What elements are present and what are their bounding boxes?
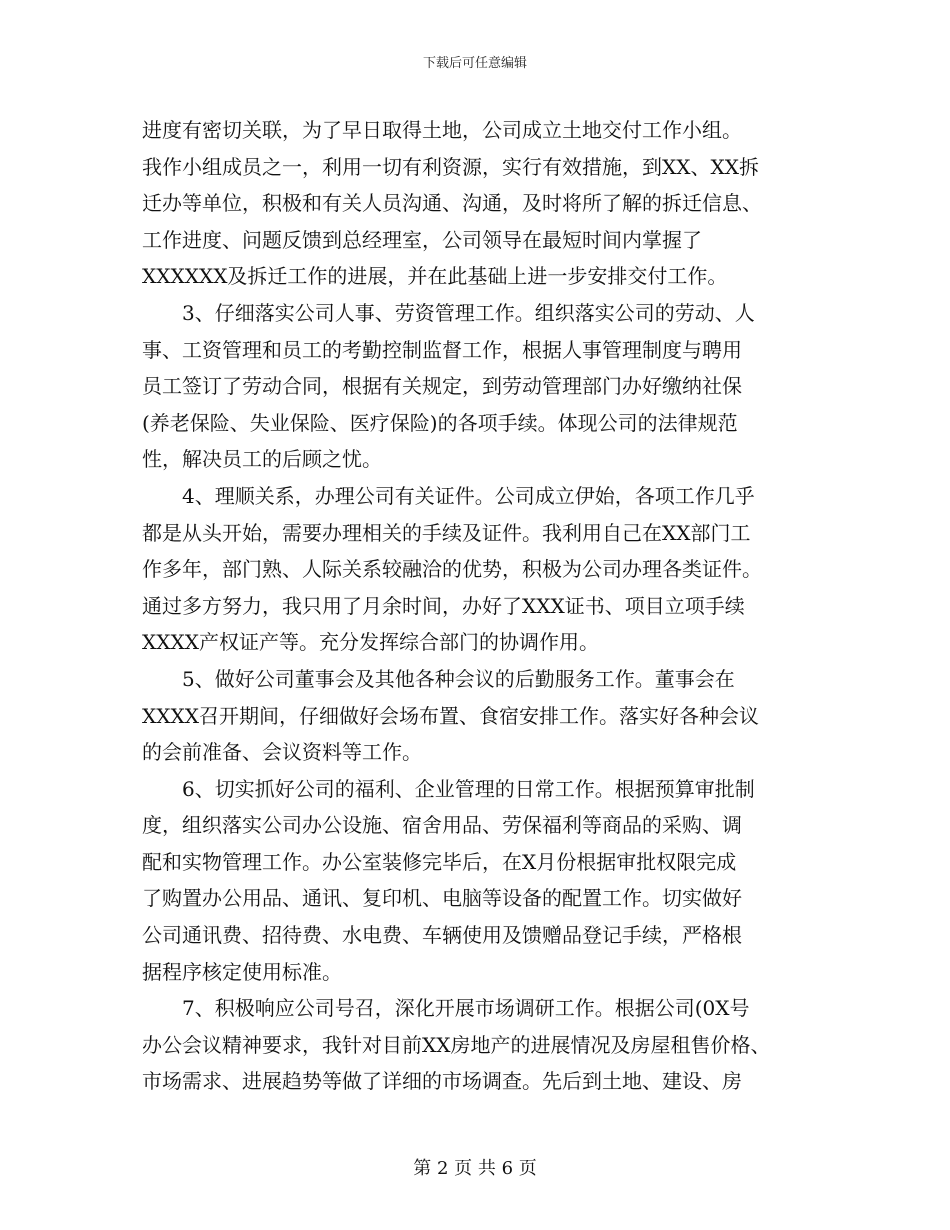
text-line: (养老保险、失业保险、医疗保险)的各项手续。体现公司的法律规范 (142, 410, 738, 435)
text-line: 度，组织落实公司办公设施、宿舍用品、劳保福利等商品的采购、调 (142, 813, 742, 838)
text-line: 都是从头开始，需要办理相关的手续及证件。我利用自己在XX部门工 (142, 520, 751, 545)
text-line: 我作小组成员之一，利用一切有利资源，实行有效措施，到XX、XX拆 (142, 154, 759, 179)
text-line: 事、工资管理和员工的考勤控制监督工作，根据人事管理制度与聘用 (142, 337, 742, 362)
text-line: 据程序核定使用标准。 (142, 959, 342, 984)
text-line: XXXX产权证产等。充分发挥综合部门的协调作用。 (142, 630, 599, 655)
text-line: 公司通讯费、招待费、水电费、车辆使用及馈赠品登记手续，严格根 (142, 923, 742, 948)
text-line: XXXX召开期间，仔细做好会场布置、食宿安排工作。落实好各种会议 (142, 703, 759, 728)
text-line: 进度有密切关联，为了早日取得土地，公司成立土地交付工作小组。 (142, 118, 742, 142)
text-line: 员工签订了劳动合同，根据有关规定，到劳动管理部门办好缴纳社保 (142, 374, 742, 399)
text-line: 市场需求、进展趋势等做了详细的市场调查。先后到土地、建设、房 (142, 1069, 742, 1094)
text-line: 配和实物管理工作。办公室装修完毕后，在X月份根据审批权限完成 (142, 849, 737, 874)
text-line: 办公会议精神要求，我针对目前XX房地产的进展情况及房屋租售价格、 (142, 1032, 771, 1057)
page-header: 下载后可任意编辑 (422, 56, 527, 71)
text-line: 7、积极响应公司号召，深化开展市场调研工作。根据公司(0X号 (182, 996, 750, 1021)
text-line: 了购置办公用品、通讯、复印机、电脑等设备的配置工作。切实做好 (142, 886, 742, 911)
page-footer: 第 2 页 共 6 页 (413, 1158, 537, 1179)
text-line: 迁办等单位，积极和有关人员沟通、沟通，及时将所了解的拆迁信息、 (142, 191, 762, 216)
text-line: 5、做好公司董事会及其他各种会议的后勤服务工作。董事会在 (182, 666, 735, 691)
text-line: 的会前准备、会议资料等工作。 (142, 740, 422, 765)
text-line: 工作进度、问题反馈到总经理室，公司领导在最短时间内掌握了 (142, 227, 702, 252)
text-line: 6、切实抓好公司的福利、企业管理的日常工作。根据预算审批制 (182, 776, 755, 801)
text-line: 通过多方努力，我只用了月余时间，办好了XXX证书、项目立项手续 (142, 593, 745, 618)
text-line: 性，解决员工的后顾之忧。 (142, 447, 382, 472)
text-line: 4、理顺关系，办理公司有关证件。公司成立伊始，各项工作几乎 (182, 483, 755, 508)
document-body (142, 112, 814, 1100)
text-line: XXXXXX及拆迁工作的进展，并在此基础上进一步安排交付工作。 (142, 264, 728, 289)
text-line: 3、仔细落实公司人事、劳资管理工作。组织落实公司的劳动、人 (182, 300, 755, 325)
text-line: 作多年，部门熟、人际关系较融洽的优势，积极为公司办理各类证件。 (142, 557, 762, 582)
